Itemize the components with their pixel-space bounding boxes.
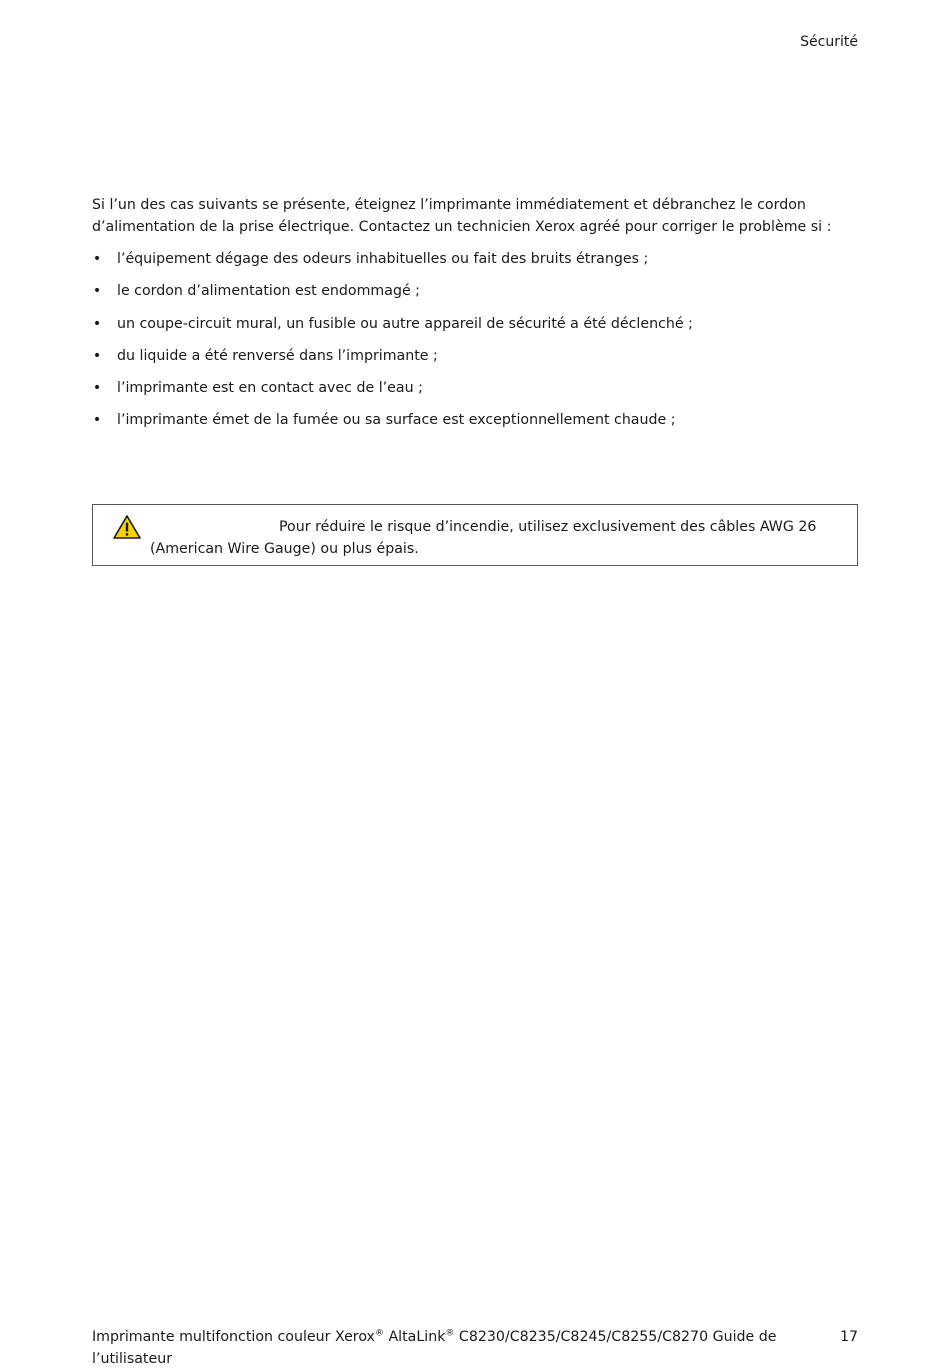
list-item-text: du liquide a été renversé dans l’imprimante ; [117, 347, 438, 364]
page-header-section: Sécurité [800, 34, 858, 50]
warning-box [92, 504, 858, 566]
list-item-text: l’équipement dégage des odeurs inhabituelles ou fait des bruits étranges ; [117, 251, 649, 267]
registered-mark: ® [445, 1328, 455, 1339]
list-item [92, 410, 862, 442]
bullet-marker: • [92, 283, 102, 300]
list-item-text: le cordon d’alimentation est endommagé ; [117, 283, 420, 300]
footer-document-title [92, 1326, 782, 1370]
footer-title-part2: AltaLink [383, 1329, 446, 1345]
condition-list [92, 249, 862, 443]
bullet-marker: • [92, 380, 102, 397]
warning-text: Pour réduire le risque d’incendie, utilisez exclusivement des câbles AWG 26 (American Wire Gauge) ou plus épais. [150, 519, 817, 557]
list-item-text: l’imprimante émet de la fumée ou sa surface est exceptionnellement chaude ; [117, 412, 676, 429]
list-item [92, 378, 862, 410]
list-item [92, 281, 862, 313]
intro-paragraph: Si l’un des cas suivants se présente, éteignez l’imprimante immédiatement et débranchez le cordon d’alimentation de la prise électrique. Contactez un technicien Xerox agréé pour corriger le problème si : [92, 197, 832, 235]
page-number: 17 [839, 1329, 858, 1345]
list-item [92, 249, 862, 281]
bullet-marker: • [92, 315, 102, 332]
list-item [92, 314, 862, 346]
bullet-marker: • [92, 412, 102, 429]
list-item-text: un coupe-circuit mural, un fusible ou autre appareil de sécurité a été déclenché ; [117, 315, 693, 332]
registered-mark: ® [374, 1328, 384, 1339]
footer-title-part1: Imprimante multifonction couleur Xerox [92, 1329, 375, 1345]
warning-triangle-icon [112, 514, 142, 540]
bullet-marker: • [92, 251, 102, 267]
bullet-marker: • [92, 347, 102, 364]
list-item-text: l’imprimante est en contact avec de l’eau ; [117, 380, 423, 397]
footer-title-part3: C8230/C8235/C8245/C8255/C8270 Guide de l’utilisateur [92, 1329, 777, 1367]
list-item [92, 346, 862, 378]
